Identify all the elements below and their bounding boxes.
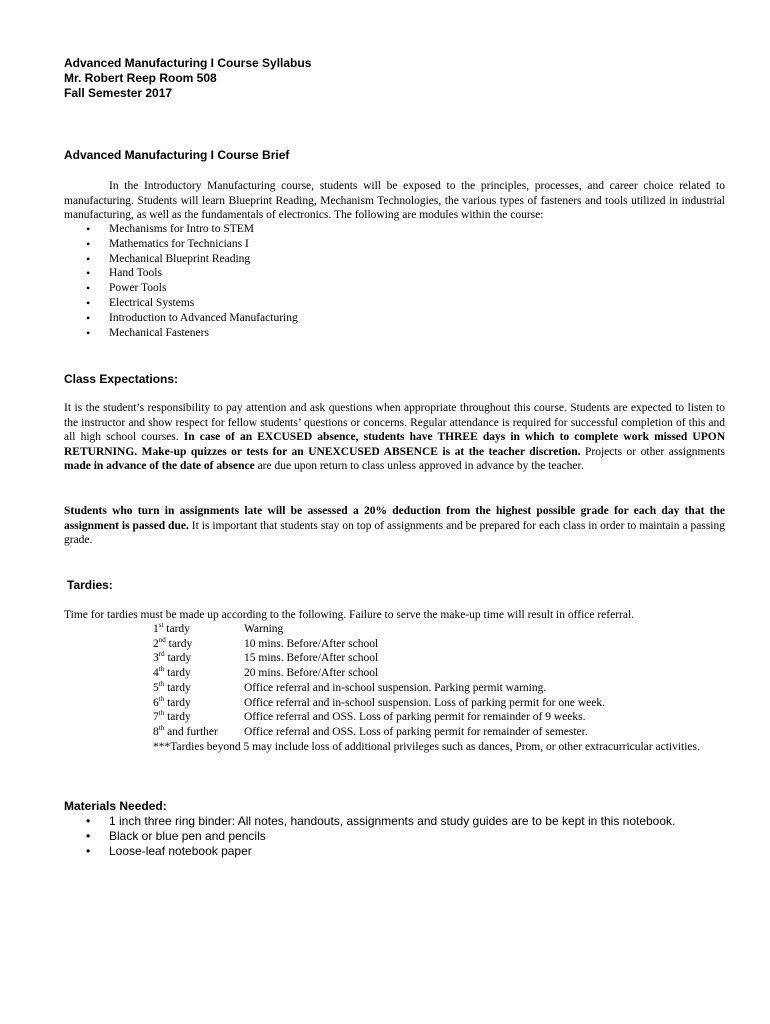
tardy-row <box>153 681 605 696</box>
tardy-label: 4th tardy <box>153 665 191 680</box>
tardy-row <box>153 710 605 725</box>
tardy-label: 3rd tardy <box>153 650 192 665</box>
tardy-row <box>153 696 605 711</box>
tardies-intro: Time for tardies must be made up according to the following. Failure to serve the make-up time will result in office referral. <box>64 609 635 621</box>
tardy-consequence: Office referral and in-school suspension. Loss of parking permit for one week. <box>244 696 605 709</box>
module-item: • Mechanisms for Intro to STEM <box>64 222 298 237</box>
module-item: • Mechanical Fasteners <box>64 326 298 341</box>
tardy-label: 8th and further <box>153 724 218 738</box>
materials-item: • 1 inch three ring binder: All notes, handouts, assignments and study guides are to be kept in this notebook. <box>64 814 675 829</box>
tardy-row <box>153 622 605 637</box>
module-item: • Power Tools <box>64 281 298 296</box>
tardy-note: ***Tardies beyond 5 may include loss of additional privileges such as dances, Prom, or other extracurricular activities. <box>153 741 700 753</box>
tardy-label: 6th tardy <box>153 694 191 709</box>
module-item: • Electrical Systems <box>64 296 298 311</box>
semester: Fall Semester 2017 <box>64 86 173 100</box>
tardies-heading: Tardies: <box>67 578 113 592</box>
materials-list <box>64 814 675 859</box>
late-work-text: It is important that students stay on top of assignments and be prepared for each class in order to maintain a passing grade. <box>64 519 725 547</box>
advance-absence-text: made in advance of the date of absence <box>64 460 255 473</box>
tardy-consequence: 10 mins. Before/After school <box>244 637 379 650</box>
expectations-paragraph <box>64 401 725 474</box>
module-item: • Mathematics for Technicians I <box>64 237 298 252</box>
tardy-row <box>153 725 605 740</box>
materials-item: • Loose-leaf notebook paper <box>64 844 675 859</box>
tardy-row <box>153 637 605 652</box>
course-brief-heading: Advanced Manufacturing I Course Brief <box>64 148 290 162</box>
tardy-row <box>153 651 605 666</box>
materials-heading: Materials Needed: <box>64 799 167 813</box>
tardy-consequence: 15 mins. Before/After school <box>244 652 379 665</box>
tardy-consequence: 20 mins. Before/After school <box>244 667 379 680</box>
absence-policy-text: In case of an EXCUSED absence, students have THREE days in which to complete work missed UPON RETURNING. Make-up quizzes or tests for an UNEXCUSED ABSENCE is at the teacher discretion. <box>64 431 725 458</box>
tardy-label: 2nd tardy <box>153 635 193 650</box>
tardy-row <box>153 666 605 681</box>
tardy-label: 1st tardy <box>153 621 190 635</box>
materials-item: • Black or blue pen and pencils <box>64 829 675 844</box>
course-title: Advanced Manufacturing I Course Syllabus <box>64 56 312 70</box>
tardy-consequence: Warning <box>244 623 284 635</box>
tardy-consequence: Office referral and in-school suspension. Parking permit warning. <box>244 681 547 694</box>
tardy-label: 5th tardy <box>153 679 191 694</box>
class-expectations-heading: Class Expectations: <box>64 372 179 386</box>
module-item: • Introduction to Advanced Manufacturing <box>64 311 298 326</box>
expectations-text: It is the student’s responsibility to pay attention and ask questions when appropriate throughout this course. Students are expected to listen to the instructor and show respect for fellow students’ questions or concerns. Regular attendance is required for successful completion of this and all high school courses. <box>64 402 725 444</box>
course-brief-intro: In the Introductory Manufacturing course, students will be exposed to the principles, processes, and career choice related to manufacturing. Students will learn Blueprint Reading, Mechanism Technologies, the various types of fasteners and tools utilized in industrial manufacturing, as well as the fundamentals of electronics. The following are modules within the course: <box>64 180 725 222</box>
tardy-consequence: Office referral and OSS. Loss of parking permit for remainder of 9 weeks. <box>244 711 586 724</box>
tardy-label: 7th tardy <box>153 709 191 724</box>
module-item: • Mechanical Blueprint Reading <box>64 252 298 267</box>
instructor-room: Mr. Robert Reep Room 508 <box>64 71 217 85</box>
module-item: • Hand Tools <box>64 266 298 281</box>
expectations-text: are due upon return to class unless approved in advance by the teacher. <box>254 460 584 473</box>
module-list <box>64 222 298 340</box>
tardy-consequence: Office referral and OSS. Loss of parking permit for remainder of semester. <box>244 725 588 738</box>
expectations-text: Projects or other assignments <box>580 445 725 458</box>
tardy-table <box>153 622 605 740</box>
late-work-policy-text: Students who turn in assignments late will be assessed a 20% deduction from the highest possible grade for each day that the assignment is passed due. <box>64 505 725 532</box>
late-work-paragraph <box>64 504 725 548</box>
